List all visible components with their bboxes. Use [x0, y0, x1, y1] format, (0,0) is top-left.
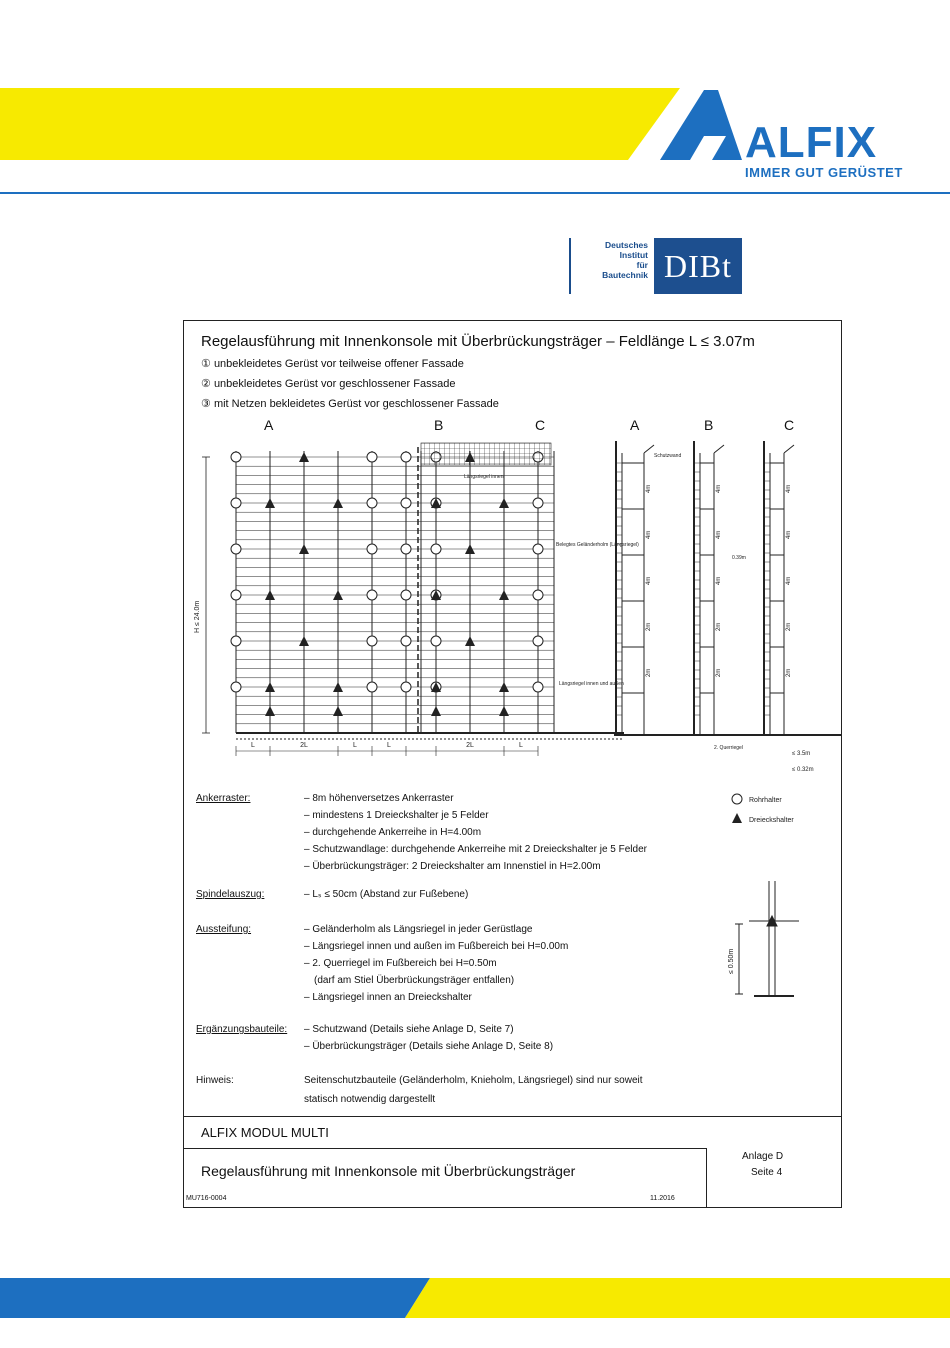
section-dimension-label: 2m	[716, 668, 722, 677]
footer-band	[0, 1278, 950, 1318]
spindle-detail-sketch	[719, 876, 829, 1006]
section-dimension-label: 4m	[786, 484, 792, 493]
legend-item: ② unbekleidetes Gerüst vor geschlossener Fassade	[201, 378, 456, 390]
anchor-rohrhalter	[533, 636, 543, 646]
anchor-dreieckshalter	[333, 706, 343, 716]
anchor-dreieckshalter	[431, 706, 441, 716]
section-label-c: C	[784, 417, 795, 433]
anchor-rohrhalter	[367, 590, 377, 600]
anchor-rohrhalter	[367, 452, 377, 462]
drawing-title: Regelausführung mit Innenkonsole mit Überbrückungsträger – Feldlänge L ≤ 3.07m	[201, 333, 755, 350]
anchor-rohrhalter	[401, 498, 411, 508]
anchor-rohrhalter	[401, 452, 411, 462]
anchor-rohrhalter	[533, 590, 543, 600]
note-line: – Längsriegel innen und außen im Fußbereich bei H=0.00m	[304, 941, 569, 952]
section-dimension-label: 2m	[716, 622, 722, 631]
dimension-label: 2L	[466, 742, 474, 749]
elevation-label-c: C	[535, 417, 546, 433]
elevation-label-b: B	[434, 417, 444, 433]
anchor-rohrhalter	[401, 544, 411, 554]
dibt-org-name	[565, 240, 648, 280]
titleblock-drawing-no: MU716-0004	[186, 1195, 227, 1202]
symbol-legend-rohrhalter: Rohrhalter	[749, 797, 782, 804]
anchor-rohrhalter	[401, 590, 411, 600]
detail-dimension: ≤ 0.50m	[728, 948, 735, 974]
anchor-rohrhalter	[367, 544, 377, 554]
callout-schutzwand: Schutzwand	[654, 453, 682, 459]
dibt-logo	[565, 238, 743, 294]
titleblock-divider	[184, 1148, 706, 1149]
titleblock-subject: Regelausführung mit Innenkonsole mit Überbrückungsträger	[201, 1163, 576, 1179]
drawing-sheet	[183, 320, 842, 1208]
section-dimension-label: 4m	[646, 530, 652, 539]
note-line: – 2. Querriegel im Fußbereich bei H=0.50m	[304, 958, 497, 969]
anchor-rohrhalter	[231, 590, 241, 600]
dimension-label: 2L	[300, 742, 308, 749]
note-line: – Schutzwandlage: durchgehende Ankerreihe mit 2 Dreieckshalter je 5 Felder	[304, 844, 647, 855]
anchor-rohrhalter	[367, 682, 377, 692]
note-line: – Längsriegel innen an Dreieckshalter	[304, 992, 472, 1003]
note-label-ergaenzungsbauteile: Ergänzungsbauteile:	[196, 1024, 288, 1035]
note-line: – mindestens 1 Dreieckshalter je 5 Felder	[304, 810, 489, 821]
note-line: – Überbrückungsträger (Details siehe Anlage D, Seite 8)	[304, 1041, 554, 1052]
anchor-rohrhalter	[231, 636, 241, 646]
section-label-a: A	[630, 417, 640, 433]
dibt-org-line: Bautechnik	[602, 270, 648, 280]
anchor-rohrhalter	[533, 544, 543, 554]
guard-post	[644, 445, 654, 453]
symbol-legend-dreieckshalter: Dreieckshalter	[749, 817, 794, 824]
elevation-label-a: A	[264, 417, 274, 433]
anchor-rohrhalter	[231, 544, 241, 554]
note-label-aussteifung: Aussteifung:	[196, 924, 252, 935]
note-label-ankerraster: Ankerraster:	[196, 793, 251, 804]
anchor-dreieckshalter	[499, 706, 509, 716]
note-line: – Geländerholm als Längsriegel in jeder Gerüstlage	[304, 924, 533, 935]
section-dimension-label: 2m	[786, 622, 792, 631]
section-view	[764, 441, 794, 735]
dimension-label: L	[251, 742, 255, 749]
alfix-logo-mark	[660, 90, 742, 160]
symbol-legend	[729, 791, 839, 831]
section-dimension-label: 4m	[646, 576, 652, 585]
dimension-label: L	[519, 742, 523, 749]
note-line: – Schutzwand (Details siehe Anlage D, Seite 7)	[304, 1024, 514, 1035]
section-dimension-label: 4m	[716, 576, 722, 585]
anchor-rohrhalter	[431, 636, 441, 646]
note-line: – 8m höhenversetzes Ankerraster	[304, 793, 454, 804]
titleblock-date: 11.2016	[650, 1195, 675, 1202]
scaffold-section-drawings	[614, 433, 841, 793]
note-line: statisch notwendig dargestellt	[304, 1094, 436, 1105]
section-dimension-label: 2m	[646, 622, 652, 631]
section-dimension-label: 2m	[646, 668, 652, 677]
anchor-rohrhalter	[431, 544, 441, 554]
note-line: – durchgehende Ankerreihe in H=4.00m	[304, 827, 482, 838]
note-label-hinweis: Hinweis:	[196, 1075, 234, 1086]
dibt-org-line: Deutsches	[605, 240, 648, 250]
anchor-rohrhalter	[231, 452, 241, 462]
dimension-label: L	[387, 742, 391, 749]
anchor-rohrhalter	[367, 636, 377, 646]
note-line: – Überbrückungsträger: 2 Dreieckshalter am Innenstiel in H=2.00m	[304, 861, 601, 872]
alfix-tagline: IMMER GUT GERÜSTET	[745, 165, 903, 180]
dibt-org-line: Institut	[619, 250, 648, 260]
section-view	[694, 441, 724, 735]
callout-spacing: 0.39m	[732, 555, 746, 561]
note-label-spindelauszug: Spindelauszug:	[196, 889, 265, 900]
alfix-logo-word: ALFIX	[745, 118, 878, 167]
titleblock-seite: Seite 4	[751, 1167, 783, 1178]
guard-post	[784, 445, 794, 453]
anchor-rohrhalter	[401, 682, 411, 692]
section-dimension-label: 4m	[786, 576, 792, 585]
section-label-b: B	[704, 417, 714, 433]
anchor-rohrhalter	[231, 498, 241, 508]
callout-laengsriegel-innen: Längsriegel innen	[464, 474, 504, 480]
callout-laengsriegel-innen-aussen: Längsriegel innen und außen	[559, 681, 624, 687]
note-line: Seitenschutzbauteile (Geländerholm, Knieholm, Längsriegel) sind nur soweit	[304, 1075, 643, 1086]
anchor-rohrhalter	[231, 682, 241, 692]
legend-item: ③ mit Netzen bekleidetes Gerüst vor geschlossener Fassade	[201, 398, 499, 410]
section-dimension-label: 4m	[716, 530, 722, 539]
dimension-label: L	[353, 742, 357, 749]
anchor-rohrhalter	[533, 682, 543, 692]
titleblock-divider	[184, 1116, 841, 1117]
height-dimension-label: H ≤ 24.0m	[194, 600, 201, 633]
scaffold-elevation-drawing	[184, 433, 639, 773]
callout-gelaenderholm: Belegtes Geländerholm (Längsriegel)	[556, 542, 639, 548]
dim-a: ≤ 3.5m	[792, 751, 811, 757]
anchor-rohrhalter	[533, 498, 543, 508]
note-line: – Lₛ ≤ 50cm (Abstand zur Fußebene)	[304, 889, 469, 900]
anchor-rohrhalter	[401, 636, 411, 646]
section-view	[616, 441, 654, 735]
dibt-abbr: DIBt	[654, 238, 742, 294]
legend-item: ① unbekleidetes Gerüst vor teilweise offener Fassade	[201, 358, 464, 370]
note-line: (darf am Stiel Überbrückungsträger entfallen)	[314, 975, 515, 986]
titleblock-divider	[706, 1148, 707, 1207]
dibt-org-line: für	[636, 260, 648, 270]
callout-querriegel: 2. Querriegel	[714, 745, 743, 751]
section-dimension-label: 4m	[786, 530, 792, 539]
section-dimension-label: 4m	[646, 484, 652, 493]
titleblock-anlage: Anlage D	[742, 1151, 784, 1162]
anchor-rohrhalter	[367, 498, 377, 508]
anchor-dreieckshalter	[265, 706, 275, 716]
section-dimension-label: 4m	[716, 484, 722, 493]
guard-post	[714, 445, 724, 453]
titleblock-system: ALFIX MODUL MULTI	[201, 1125, 329, 1140]
dim-b: ≤ 0.32m	[792, 767, 814, 773]
section-dimension-label: 2m	[786, 668, 792, 677]
